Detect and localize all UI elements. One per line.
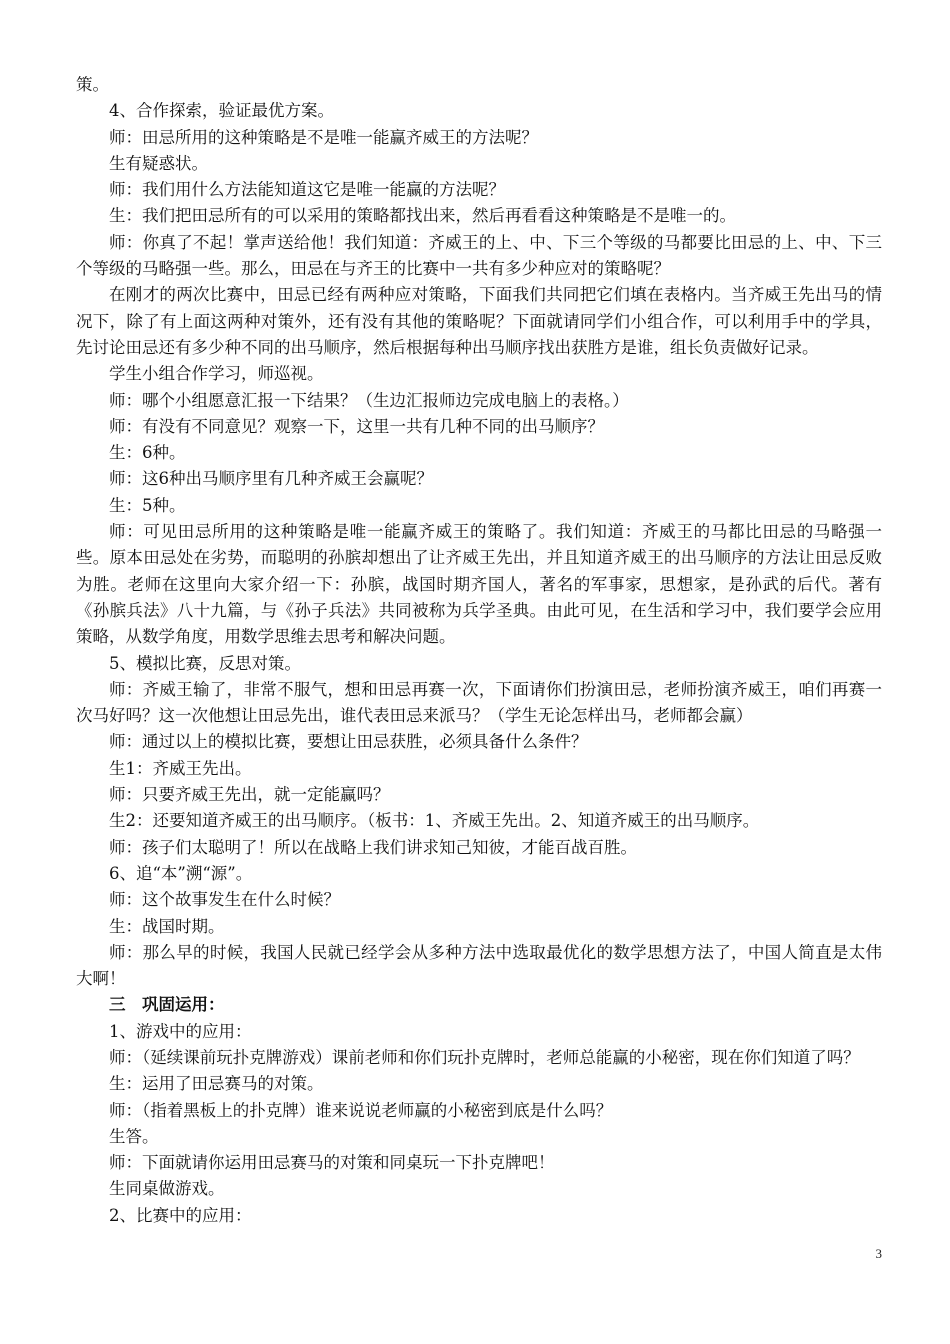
page-number: 3 bbox=[875, 1246, 882, 1261]
paragraph: 师：田忌所用的这种策略是不是唯一能赢齐威王的方法呢？ bbox=[109, 127, 538, 147]
paragraph: 生：战国时期。 bbox=[109, 916, 225, 936]
paragraph: 在刚才的两次比赛中，田忌已经有两种应对策略，下面我们共同把它们填在表格内。当齐威王先出马的情况下，除了有上面这两种对策外，还有没有其他的策略呢？下面就请同学们小组合作，可以利用手中的学具，先讨论田忌还有多少种不同的出马顺序，然后根据每种出马顺序找出获胜方是谁，组长负责做好记录。 bbox=[76, 285, 882, 357]
paragraph: 生同桌做游戏。 bbox=[109, 1179, 225, 1199]
paragraph: 6、追“本”溯“源”。 bbox=[109, 863, 253, 883]
paragraph: 1、游戏中的应用： bbox=[109, 1021, 252, 1041]
document-body bbox=[76, 72, 882, 1229]
paragraph: 师：（指着黑板上的扑克牌）谁来说说老师赢的小秘密到底是什么吗？ bbox=[109, 1100, 613, 1120]
paragraph: 师：有没有不同意见？观察一下，这里一共有几种不同的出马顺序？ bbox=[109, 416, 604, 436]
paragraph: 生2：还要知道齐威王的出马顺序。（板书：1、齐威王先出。2、知道齐威王的出马顺序。 bbox=[109, 811, 760, 831]
paragraph: 师：你真了不起！掌声送给他！我们知道：齐威王的上、中、下三个等级的马都要比田忌的上、中、下三个等级的马略强一些。那么，田忌在与齐王的比赛中一共有多少种应对的策略呢？ bbox=[76, 232, 882, 279]
paragraph: 师：孩子们太聪明了！所以在战略上我们讲求知己知彼，才能百战百胜。 bbox=[109, 837, 637, 857]
paragraph: 师：这6种出马顺序里有几种齐威王会赢呢？ bbox=[109, 469, 433, 489]
paragraph: 师：（延续课前玩扑克牌游戏）课前老师和你们玩扑克牌时，老师总能赢的小秘密，现在你们知道了吗？ bbox=[109, 1047, 860, 1067]
paragraph: 生有疑惑状。 bbox=[109, 153, 208, 173]
paragraph: 生答。 bbox=[109, 1126, 159, 1146]
paragraph: 师：可见田忌所用的这种策略是唯一能赢齐威王的策略了。我们知道：齐威王的马都比田忌的马略强一些。原本田忌处在劣势，而聪明的孙膑却想出了让齐威王先出，并且知道齐威王的出马顺序的方法让田忌反败为胜。老师在这里向大家介绍一下：孙膑，战国时期齐国人，著名的军事家，思想家，是孙武的后代。著有《孙膑兵法》八十九篇，与《孙子兵法》共同被称为兵学圣典。由此可见，在生活和学习中，我们要学会应用策略，从数学角度，用数学思维去思考和解决问题。 bbox=[76, 522, 882, 647]
paragraph: 师：我们用什么方法能知道这它是唯一能赢的方法呢？ bbox=[109, 180, 505, 200]
paragraph: 策。 bbox=[76, 75, 109, 94]
paragraph: 三 巩固运用： bbox=[109, 995, 225, 1015]
paragraph: 师：通过以上的模拟比赛，要想让田忌获胜，必须具备什么条件？ bbox=[109, 732, 588, 752]
paragraph: 2、比赛中的应用： bbox=[109, 1205, 252, 1225]
paragraph: 生：6种。 bbox=[109, 443, 186, 463]
paragraph: 4、合作探索，验证最优方案。 bbox=[109, 101, 334, 121]
paragraph: 生：5种。 bbox=[109, 495, 186, 515]
paragraph: 学生小组合作学习，师巡视。 bbox=[109, 364, 324, 384]
paragraph: 师：下面就请你运用田忌赛马的对策和同桌玩一下扑克牌吧！ bbox=[109, 1153, 555, 1173]
paragraph: 5、模拟比赛，反思对策。 bbox=[109, 653, 301, 673]
paragraph: 师：只要齐威王先出，就一定能赢吗？ bbox=[109, 785, 390, 805]
paragraph: 生：我们把田忌所有的可以采用的策略都找出来，然后再看看这种策略是不是唯一的。 bbox=[109, 206, 736, 226]
paragraph: 生：运用了田忌赛马的对策。 bbox=[109, 1074, 324, 1094]
paragraph: 师：哪个小组愿意汇报一下结果？（生边汇报师边完成电脑上的表格。） bbox=[109, 390, 629, 410]
paragraph: 师：齐威王输了，非常不服气，想和田忌再赛一次，下面请你们扮演田忌，老师扮演齐威王，咱们再赛一次马好吗？这一次他想让田忌先出，谁代表田忌来派马？（学生无论怎样出马，老师都会赢） bbox=[76, 679, 882, 726]
paragraph: 师：那么早的时候，我国人民就已经学会从多种方法中选取最优化的数学思想方法了，中国人简直是太伟大啊！ bbox=[76, 942, 882, 989]
paragraph: 师：这个故事发生在什么时候？ bbox=[109, 890, 340, 910]
paragraph: 生1：齐威王先出。 bbox=[109, 758, 252, 778]
